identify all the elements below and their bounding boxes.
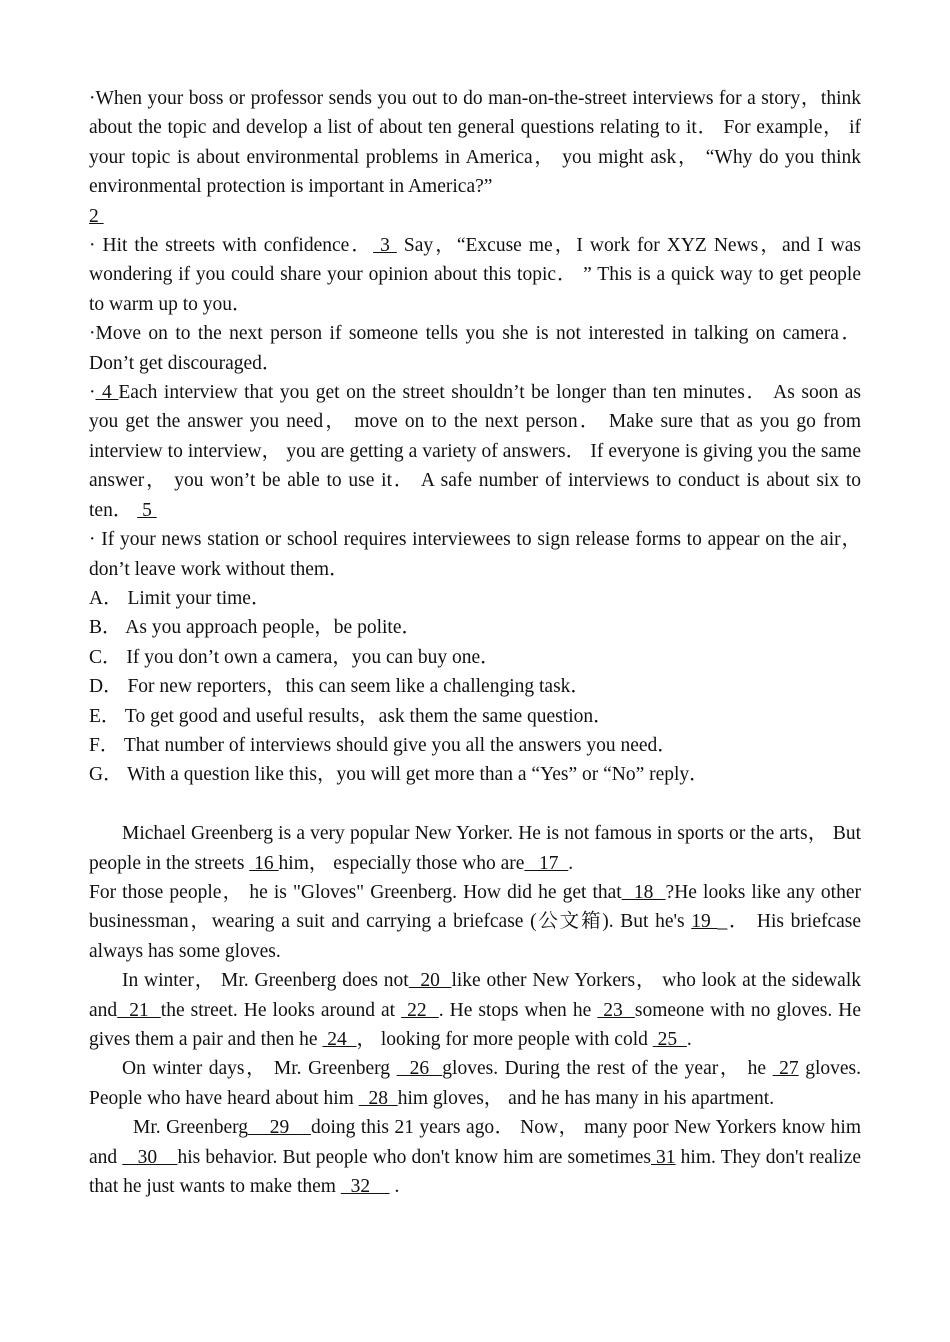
blank-3: 3 xyxy=(373,235,397,257)
tip-1-text: ·When your boss or professor sends you out to do man-on-the-street interviews for a story，think about the topic and develop a list of about ten general questions relating to it． For example， if your topic is about environmental problems in America， you might ask， “Why do you think environmental protection is important in America?” xyxy=(89,88,861,198)
cloze-paragraph-4 xyxy=(89,1113,861,1201)
cloze-1-text-a: Michael Greenberg is a very popular New Yorker. He is not famous in sports or the arts， But people in the streets xyxy=(89,823,861,874)
cloze-2-text-f: someone with no gloves. He gives them a pair and then he xyxy=(89,999,862,1050)
blank-19: 19 xyxy=(691,911,718,933)
blank-32: 32 xyxy=(340,1176,390,1198)
cloze-2-text-d: the street. He looks around at xyxy=(160,999,402,1021)
blank-28: 28 xyxy=(358,1087,398,1109)
blank-20: 20 xyxy=(408,970,452,992)
blank-25: 25 xyxy=(652,1028,687,1050)
document-page xyxy=(89,84,861,1201)
option-f: F． That number of interviews should give you all the answers you need． xyxy=(89,734,677,756)
cloze-4-text-e: him. They don't realize that he just wants to make them xyxy=(89,1146,862,1198)
blank-22: 22 xyxy=(401,999,439,1021)
blank-27: 27 xyxy=(772,1058,799,1080)
blank-2: 2 xyxy=(89,205,104,227)
cloze-2-text-c: like other New Yorkers， who look at the sidewalk and xyxy=(89,970,861,1021)
cloze-paragraph-2 xyxy=(89,966,861,1054)
cloze-1-text-e: For those people， he is "Gloves" Greenberg. How did he get that xyxy=(89,881,622,903)
option-g: G． With a question like this，you will get more than a “Yes” or “No” reply． xyxy=(89,764,709,786)
blank-23: 23 xyxy=(597,999,635,1021)
cloze-3-text-e: him gloves， and he has many in his apartment. xyxy=(397,1087,775,1109)
blank-30: 30 xyxy=(122,1146,178,1168)
blank-18: 18 xyxy=(621,881,666,903)
cloze-2-text-a: In winter， Mr. Greenberg does not xyxy=(122,970,409,992)
cloze-4-text-d: his behavior. But people who don't know him are sometimes xyxy=(177,1146,651,1168)
cloze-1-text-f: ?He looks like any other businessman，wearing a suit and carrying a briefcase (公文箱). But he's xyxy=(89,881,861,933)
cloze-paragraph-1b xyxy=(89,878,861,966)
paragraph-tip-2 xyxy=(89,231,861,319)
cloze-3-text-a: On winter days， Mr. Greenberg xyxy=(122,1058,397,1080)
blank-26: 26 xyxy=(396,1058,443,1080)
blank-31: 31 xyxy=(650,1146,676,1168)
cloze-4-text-f: . xyxy=(389,1176,400,1198)
tip-2-text-a: · Hit the streets with confidence． xyxy=(89,235,374,257)
option-c: C． If you don’t own a camera，you can buy one． xyxy=(89,646,500,668)
blank-21: 21 xyxy=(117,999,161,1021)
cloze-paragraph-1 xyxy=(89,819,861,878)
cloze-4-text-c: doing this 21 years ago． Now， many poor New Yorkers know him and xyxy=(89,1117,861,1168)
cloze-paragraph-3 xyxy=(89,1054,861,1113)
paragraph-tip-4 xyxy=(89,378,861,525)
blank-16: 16 xyxy=(249,852,279,874)
cloze-4-text-a: Mr. Greenberg xyxy=(133,1117,248,1139)
paragraph-tip-3: ·Move on to the next person if someone tells you she is not interested in talking on camera． Don’t get discouraged． xyxy=(89,323,861,374)
option-a: A． Limit your time． xyxy=(89,587,271,609)
section-spacer xyxy=(89,790,861,819)
blank-5: 5 xyxy=(137,499,157,521)
tip-4-text: Each interview that you get on the street shouldn’t be longer than ten minutes． As soon as you get the answer you need， move on to the next person． Make sure that as you go from interview to interview， you are getting a variety of answers． If everyone is giving you the same answer， you won’t be able to use it． A safe number of interviews to conduct is about six to ten． xyxy=(89,382,861,521)
option-e: E． To get good and useful results，ask them the same question． xyxy=(89,705,613,727)
option-d: D． For new reporters，this can seem like a challenging task． xyxy=(89,676,590,698)
blank-29: 29 xyxy=(248,1117,311,1139)
blank-4: 4 xyxy=(95,382,119,404)
blank-17: 17 xyxy=(524,852,569,874)
cloze-3-text-d: gloves. People who have heard about him xyxy=(89,1058,862,1109)
cloze-2-text-g: ， looking for more people with cold xyxy=(356,1028,653,1050)
options-list xyxy=(89,584,861,790)
paragraph-tip-1 xyxy=(89,84,861,231)
tip-4-bullet: · xyxy=(89,382,96,404)
blank-24: 24 xyxy=(322,1028,357,1050)
cloze-2-text-h: . xyxy=(686,1028,692,1050)
cloze-1-text-g: _． His briefcase always has some gloves. xyxy=(89,911,862,962)
tip-2-text-b: Say，“Excuse me，I work for XYZ News，and I was wondering if you could share your opinion about this topic． ” This is a quick way to get people to warm up to you． xyxy=(89,235,862,315)
cloze-1-text-d: . xyxy=(568,852,574,874)
paragraph-tip-5: · If your news station or school requires interviewees to sign release forms to appear on the air，don’t leave work without them． xyxy=(89,529,861,580)
option-b: B． As you approach people，be polite． xyxy=(89,617,421,639)
cloze-3-text-c: gloves. During the rest of the year， he xyxy=(442,1058,773,1080)
cloze-1-text-c: him， especially those who are xyxy=(278,852,525,874)
cloze-2-text-e: . He stops when he xyxy=(438,999,598,1021)
